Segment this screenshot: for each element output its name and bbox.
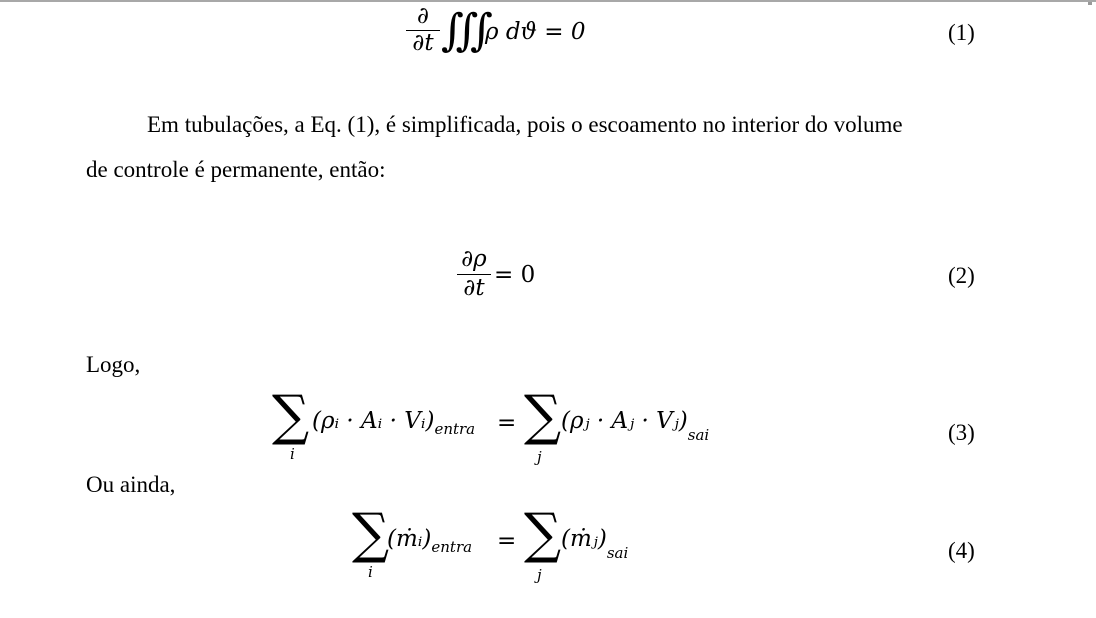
eq1-numerator: ∂ xyxy=(417,3,429,29)
eq3-equals: = xyxy=(497,410,517,436)
eq3-number: (3) xyxy=(948,420,975,445)
eq3-lhs-index: i xyxy=(290,445,295,463)
eq3-lhs: (ρᵢ · Aᵢ · $Vᵢ)_{entra}$ xyxy=(312,408,476,438)
top-border xyxy=(0,0,1096,2)
eq4-lhs-index: i xyxy=(368,563,373,581)
eq3-lhs-sum: ∑ xyxy=(272,384,310,448)
eq1-number: (1) xyxy=(948,20,975,45)
eq2-denominator: ∂t xyxy=(463,275,485,302)
eq4-rhs-sum: ∑ xyxy=(524,502,562,566)
ou-ainda-text: Ou ainda, xyxy=(86,472,176,497)
eq2-rhs: = 0 xyxy=(494,262,536,288)
eq3-rhs: (ρⱼ · Aⱼ · $Vⱼ)_{sai}$ xyxy=(561,408,710,444)
logo-text: Logo, xyxy=(86,352,141,377)
eq4-number: (4) xyxy=(948,538,975,563)
eq4-equals: = xyxy=(497,528,517,554)
eq1-denominator: ∂t xyxy=(412,30,434,57)
eq4-rhs: $(ṁⱼ)_{sai}$ xyxy=(561,526,629,562)
top-corner-mark xyxy=(1088,2,1092,5)
eq2-numerator: ∂ρ xyxy=(461,246,487,272)
eq2-fraction xyxy=(457,248,491,300)
eq3-rhs-index: j xyxy=(537,448,542,466)
eq3-rhs-sum: ∑ xyxy=(524,384,562,448)
paragraph-line-1: Em tubulações, a Eq. (1), é simplificada, pois o escoamento no interior do volume xyxy=(147,112,903,137)
eq1-fraction xyxy=(406,5,440,55)
eq2-number: (2) xyxy=(948,263,975,288)
paragraph-line-2: de controle é permanente, então: xyxy=(86,157,386,182)
eq4-lhs-sum: ∑ xyxy=(352,502,390,566)
eq4-rhs-index: j xyxy=(537,566,542,584)
eq1-body: ρ dϑ = 0 xyxy=(485,19,586,45)
eq1-integral: ∭ xyxy=(441,5,494,56)
eq4-lhs: $(ṁᵢ)_{entra}$ xyxy=(387,526,473,556)
